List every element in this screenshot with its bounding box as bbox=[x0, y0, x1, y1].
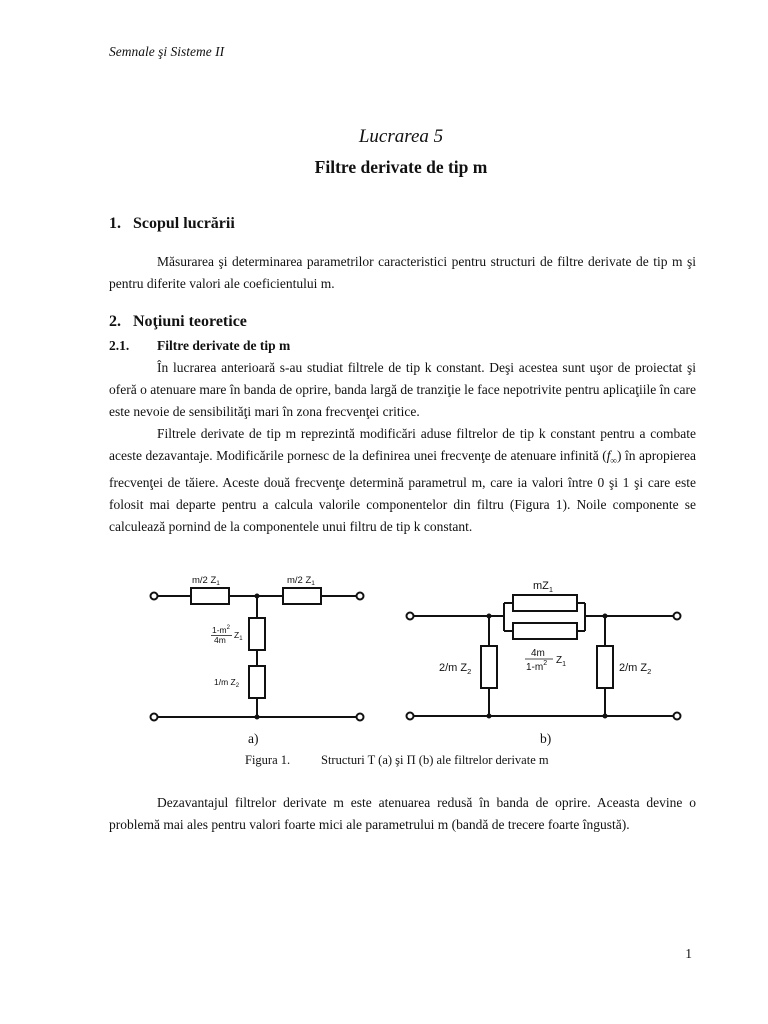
subsection-heading: Filtre derivate de tip m bbox=[157, 338, 291, 353]
section-2-number: 2. bbox=[109, 313, 121, 330]
label-shunt-top-z: $Z_1$ bbox=[234, 630, 243, 642]
label-shunt-bottom: 1/m $Z_2$ bbox=[214, 677, 240, 689]
label-series-left: m/2 $Z_1$ bbox=[192, 575, 220, 587]
lab-number: Lucrarea 5 bbox=[358, 126, 444, 147]
page-number: 1 bbox=[685, 946, 692, 961]
section-1-heading: Scopul lucrării bbox=[133, 215, 235, 232]
label-parallel-bottom-z: $Z_1$ bbox=[556, 655, 567, 668]
f-infinity-symbol: $f_\infty$ bbox=[606, 448, 617, 466]
label-parallel-bottom-numerator: 4m bbox=[531, 648, 545, 659]
running-header: Semnale şi Sisteme II bbox=[109, 44, 225, 59]
subsection-number: 2.1. bbox=[109, 338, 130, 353]
paragraph-2-part-b: ) în apropierea frecvenţei de tăiere. Aceste două frecvenţe determină parametrul m, care ia valori între 0 şi 1 şi care este folosit mai departe pentru a calcula valorile componentelor din filtru (Figura 1). Noile componente se calculează pornind de la componentele unui filtru de tip k constant. bbox=[109, 448, 696, 534]
label-parallel-top: $mZ_1$ bbox=[533, 580, 554, 594]
label-shunt-top-denominator: 4m bbox=[214, 635, 226, 645]
panel-a-label: a) bbox=[248, 731, 259, 746]
label-shunt-left: 2/m $Z_2$ bbox=[439, 662, 472, 676]
paragraph-2-part-a: Filtrele derivate de tip m reprezintă modificări aduse filtrelor de tip k constant pentru a combate aceste dezavantaje. Modificările pornesc de la definirea unei frecvenţe de atenuare infinită ( bbox=[109, 426, 696, 463]
figure-caption-text: Structuri T (a) şi Π (b) ale filtrelor derivate m bbox=[321, 753, 549, 767]
page-title: Filtre derivate de tip m bbox=[314, 157, 488, 177]
section-1-paragraph: Măsurarea şi determinarea parametrilor caracteristici pentru structuri de filtre derivate de tip m şi pentru diferite valori ale coeficientului m. bbox=[109, 254, 696, 291]
label-series-right: m/2 $Z_1$ bbox=[287, 575, 315, 587]
figure-1-circuits bbox=[140, 568, 700, 750]
section-2-paragraph-2 bbox=[109, 423, 696, 538]
section-2-heading: Noţiuni teoretice bbox=[133, 313, 247, 330]
section-2-paragraph-3: Dezavantajul filtrelor derivate m este atenuarea redusă în banda de oprire. Aceasta devine o problemă mai ales pentru valori foarte mici ale parametrului m (bandă de trecere foarte îngustă). bbox=[109, 795, 696, 832]
label-shunt-right: 2/m $Z_2$ bbox=[619, 662, 652, 676]
label-shunt-top-numerator: $1-m^2$ bbox=[212, 625, 230, 635]
section-1-number: 1. bbox=[109, 215, 121, 232]
section-2-paragraph-1: În lucrarea anterioară s-au studiat filtrele de tip k constant. Deşi acestea sunt uşor de proiectat şi oferă o atenuare mare în banda de oprire, banda largă de tranziţie le face nepotrivite pentru aplicaţiile în care este nevoie de sensibilităţi mari în zona frecvenţei critice. bbox=[109, 360, 696, 419]
panel-b-label: b) bbox=[540, 731, 552, 746]
label-parallel-bottom-denominator: $1-m^2$ bbox=[526, 660, 548, 673]
figure-caption-label: Figura 1. bbox=[245, 753, 291, 767]
